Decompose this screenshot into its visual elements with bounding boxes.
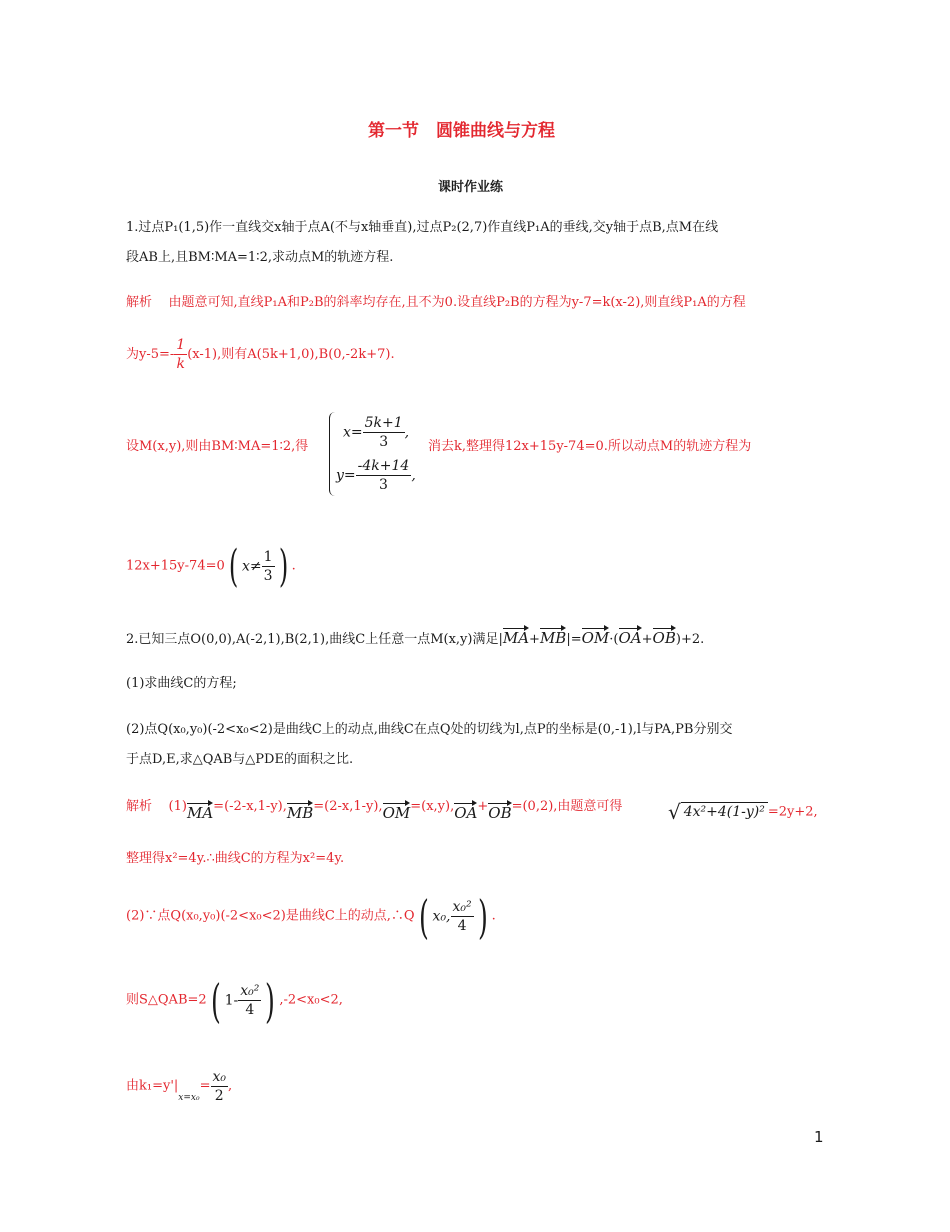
vector-ob-ans: OB xyxy=(488,804,512,822)
a1-frac-1-over-k xyxy=(174,336,187,373)
q2-part2-line2: 于点D,E,求△QAB与△PDE的面积之比. xyxy=(126,752,354,767)
a2-line5-eq: = xyxy=(199,1078,211,1094)
q2-line1-prefix: 2.已知三点O(0,0),A(-2,1),B(2,1),曲线C上任意一点M(x,y)满足| xyxy=(126,632,503,647)
a2-line5-sub: x=x₀ xyxy=(178,1093,200,1103)
a1-line2 xyxy=(126,336,395,373)
a1-label: 解析 xyxy=(126,295,153,310)
vector-ob: OB xyxy=(652,629,676,647)
k-den: 2 xyxy=(214,1088,224,1104)
a1-line4-frac xyxy=(262,548,275,585)
q-x: x₀, xyxy=(432,908,451,925)
vector-oa-ans: OA xyxy=(454,804,478,822)
a1-line1 xyxy=(126,294,746,312)
a1-line4-cond: x≠ xyxy=(241,558,262,575)
s-left-paren: ( xyxy=(210,973,221,1028)
k-num: x₀ xyxy=(212,1069,227,1085)
a2-line4-prefix: 则S△QAB=2 xyxy=(126,992,207,1008)
q1-line1: 1.过点P₁(1,5)作一直线交x轴于点A(不与x轴垂直),过点P₂(2,7)作直线P₁A的垂线,交y轴于点B,点M在线 xyxy=(126,220,719,235)
sys-y-num: -4k+14 xyxy=(357,458,410,474)
vector-ma: MA xyxy=(502,629,530,647)
a2-line2: 整理得x²=4y.∴曲线C的方程为x²=4y. xyxy=(126,851,345,866)
a1-line1-text: 由题意可知,直线P₁A和P₂B的斜率均存在,且不为0.设直线P₂B的方程为y-7=k(x-2),则直线P₁A的方程 xyxy=(168,295,746,310)
a1-line2-prefix: 为y-5=- xyxy=(126,347,175,362)
vector-mb-ans: MB xyxy=(286,804,314,822)
a1-line4-end: . xyxy=(291,558,296,574)
a1-line4 xyxy=(126,540,296,592)
sqrt-body: 4x²+4(1-y)² xyxy=(681,802,768,820)
vector-oa: OA xyxy=(618,629,642,647)
a1-line3-prefix: 设M(x,y),则由BM∶MA=1∶2,得 xyxy=(126,439,309,454)
s-frac xyxy=(238,982,261,1019)
a2-line3-end: . xyxy=(491,908,496,924)
s-den: 4 xyxy=(245,1002,255,1018)
q2-line1-suffix: )+2. xyxy=(675,632,705,647)
s-one: 1- xyxy=(224,992,239,1009)
system-eq-x xyxy=(343,414,409,451)
a2-line4 xyxy=(126,973,343,1028)
sqrt-tail: =2y+2, xyxy=(767,804,818,820)
a2-line1 xyxy=(126,796,623,822)
q2-line1 xyxy=(126,629,704,649)
k-frac xyxy=(211,1068,229,1105)
sys-x-num: 5k+1 xyxy=(364,415,403,431)
sys-x-frac xyxy=(363,414,405,451)
sys-x-lhs: x= xyxy=(343,424,363,441)
page-number: 1 xyxy=(814,1128,824,1146)
system-eq-y xyxy=(336,457,416,494)
q-den: 4 xyxy=(457,918,467,934)
a2-oaob-val: =(0,2),由题意可得 xyxy=(511,799,623,814)
sqrt-expression xyxy=(668,800,818,826)
a2-mb-val: =(2-x,1-y), xyxy=(313,799,383,814)
a2-line3 xyxy=(126,889,496,944)
a2-line3-prefix: (2)∵点Q(x₀,y₀)(-2<x₀<2)是曲线C上的动点,∴Q xyxy=(126,908,415,924)
a2-p1: (1) xyxy=(168,799,187,814)
a2-line5-prefix: 由k₁=y'| xyxy=(126,1078,179,1094)
section-subtitle: 课时作业练 xyxy=(438,180,504,195)
right-paren: ) xyxy=(278,540,288,592)
a2-om-val: =(x,y), xyxy=(410,799,455,814)
q2-plus-2: + xyxy=(641,632,653,647)
a1-line4-prefix: 12x+15y-74=0 xyxy=(126,558,225,574)
s-right-paren: ) xyxy=(265,973,276,1028)
q2-part2-line1: (2)点Q(x₀,y₀)(-2<x₀<2)是曲线C上的动点,曲线C在点Q处的切线为l,点P的坐标是(0,-1),l与PA,PB分别交 xyxy=(126,722,733,737)
sys-y-comma: , xyxy=(411,467,416,484)
a2-line5 xyxy=(126,1068,232,1107)
vector-mb: MB xyxy=(539,629,567,647)
a1-line4-den: 3 xyxy=(263,568,273,584)
q1-line2: 段AB上,且BM∶MA=1∶2,求动点M的轨迹方程. xyxy=(126,250,394,265)
q-num: x₀² xyxy=(452,899,472,915)
q2-dot: ·( xyxy=(609,632,619,647)
q-frac xyxy=(451,898,474,935)
s-num: x₀² xyxy=(240,983,260,999)
a2-ma-val: =(-2-x,1-y), xyxy=(213,799,287,814)
sys-y-lhs: y= xyxy=(336,467,356,484)
page-title: 第一节 圆锥曲线与方程 xyxy=(368,121,555,141)
sys-x-den: 3 xyxy=(379,434,389,450)
q2-part1: (1)求曲线C的方程; xyxy=(126,676,237,691)
a2-label: 解析 xyxy=(126,799,153,814)
vector-om-ans: OM xyxy=(382,804,411,822)
vector-ma-ans: MA xyxy=(186,804,214,822)
a1-line2-suffix: (x-1),则有A(5k+1,0),B(0,-2k+7). xyxy=(187,347,395,362)
sys-y-den: 3 xyxy=(379,477,388,493)
a2-line5-end: , xyxy=(228,1078,233,1094)
q2-eq-bar: |= xyxy=(566,632,582,647)
sys-x-comma: , xyxy=(404,424,410,441)
vector-om: OM xyxy=(581,629,610,647)
a2-plus: + xyxy=(477,799,489,814)
left-paren: ( xyxy=(228,540,239,592)
a1-frac-den: k xyxy=(176,356,185,372)
q2-plus-1: + xyxy=(529,632,540,647)
q-left-paren: ( xyxy=(418,889,429,944)
sys-y-frac xyxy=(356,457,412,494)
sqrt-sign: √ xyxy=(668,800,681,824)
a1-frac-num: 1 xyxy=(176,337,186,353)
a1-line3-suffix: 消去k,整理得12x+15y-74=0.所以动点M的轨迹方程为 xyxy=(428,439,752,454)
q-right-paren: ) xyxy=(477,889,488,944)
a1-line4-num: 1 xyxy=(263,549,273,565)
a2-line4-suffix: ,-2<x₀<2, xyxy=(279,992,343,1008)
